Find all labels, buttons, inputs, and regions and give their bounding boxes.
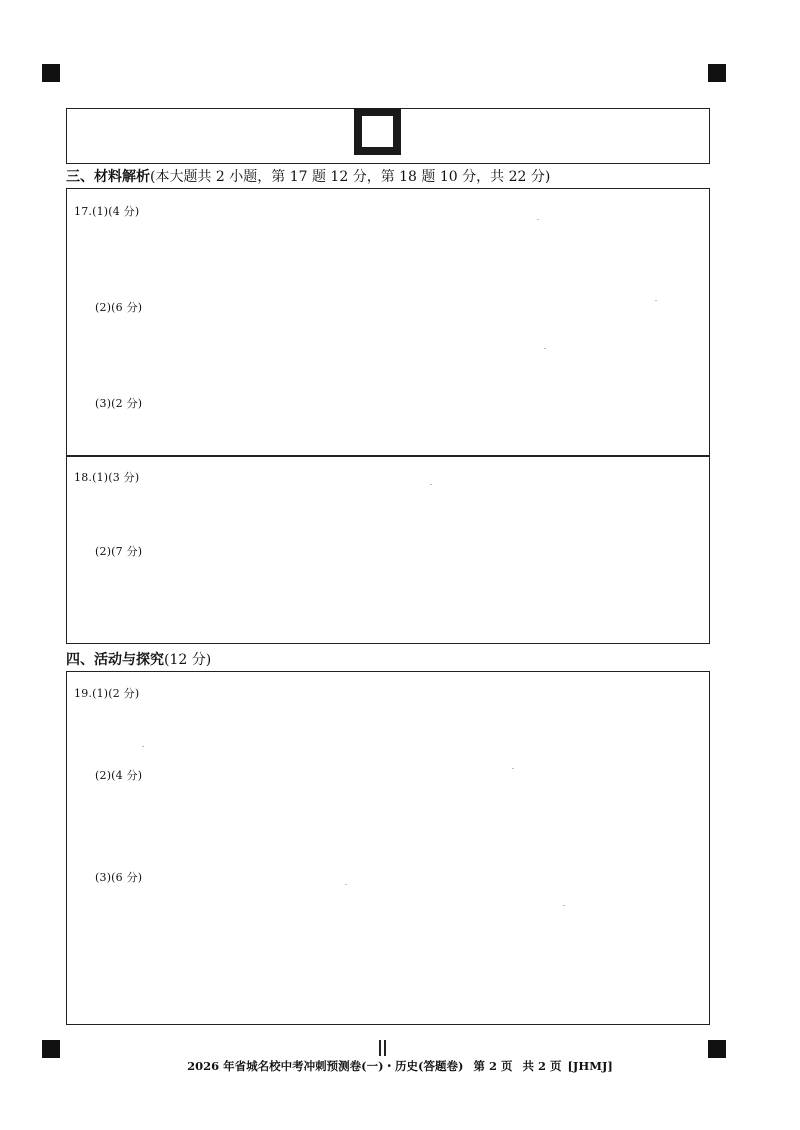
scan-speck bbox=[430, 484, 432, 485]
q18-part2-label: (2)(7 分) bbox=[95, 545, 143, 558]
registration-mark-top-left bbox=[42, 64, 60, 82]
section3-answer-box[interactable] bbox=[66, 188, 710, 644]
page-footer bbox=[0, 1058, 800, 1074]
footer-title: 2026 年省城名校中考冲刺预测卷(一)・历史(答题卷) bbox=[187, 1059, 464, 1073]
scan-speck bbox=[512, 768, 514, 769]
q19-part3-label: (3)(6 分) bbox=[95, 871, 143, 884]
footer-page-number: 第 2 页 bbox=[473, 1059, 513, 1073]
section3-heading bbox=[66, 166, 550, 186]
registration-mark-top-right bbox=[708, 64, 726, 82]
q17-part1-label: 17.(1)(4 分) bbox=[74, 205, 140, 218]
q19-part2-label: (2)(4 分) bbox=[95, 769, 143, 782]
footer-tick-left bbox=[379, 1040, 381, 1056]
q17-part2-label: (2)(6 分) bbox=[95, 301, 143, 314]
section4-heading bbox=[66, 649, 211, 669]
footer-tick-right bbox=[384, 1040, 386, 1056]
scan-speck bbox=[655, 300, 657, 301]
q18-part1-label: 18.(1)(3 分) bbox=[74, 471, 140, 484]
q17-part3-label: (3)(2 分) bbox=[95, 397, 143, 410]
q19-part1-label: 19.(1)(2 分) bbox=[74, 687, 140, 700]
footer-page-total: 共 2 页 bbox=[522, 1059, 562, 1073]
q17-q18-divider bbox=[66, 455, 710, 457]
registration-mark-bottom-right bbox=[708, 1040, 726, 1058]
footer-code: [JHMJ] bbox=[567, 1059, 613, 1073]
section3-detail: (本大题共 2 小题，第 17 题 12 分，第 18 题 10 分，共 22 分) bbox=[150, 169, 551, 185]
scan-speck bbox=[544, 348, 546, 349]
section3-title: 三、材料解析 bbox=[66, 169, 150, 185]
section4-title: 四、活动与探究 bbox=[66, 652, 164, 668]
section4-answer-box[interactable] bbox=[66, 671, 710, 1025]
scan-speck bbox=[345, 884, 347, 885]
hollow-square-mark bbox=[354, 108, 401, 155]
scan-speck bbox=[537, 219, 539, 220]
registration-mark-bottom-left bbox=[42, 1040, 60, 1058]
scan-speck bbox=[142, 746, 144, 747]
section4-detail: (12 分) bbox=[164, 652, 212, 668]
scan-speck bbox=[563, 905, 565, 906]
